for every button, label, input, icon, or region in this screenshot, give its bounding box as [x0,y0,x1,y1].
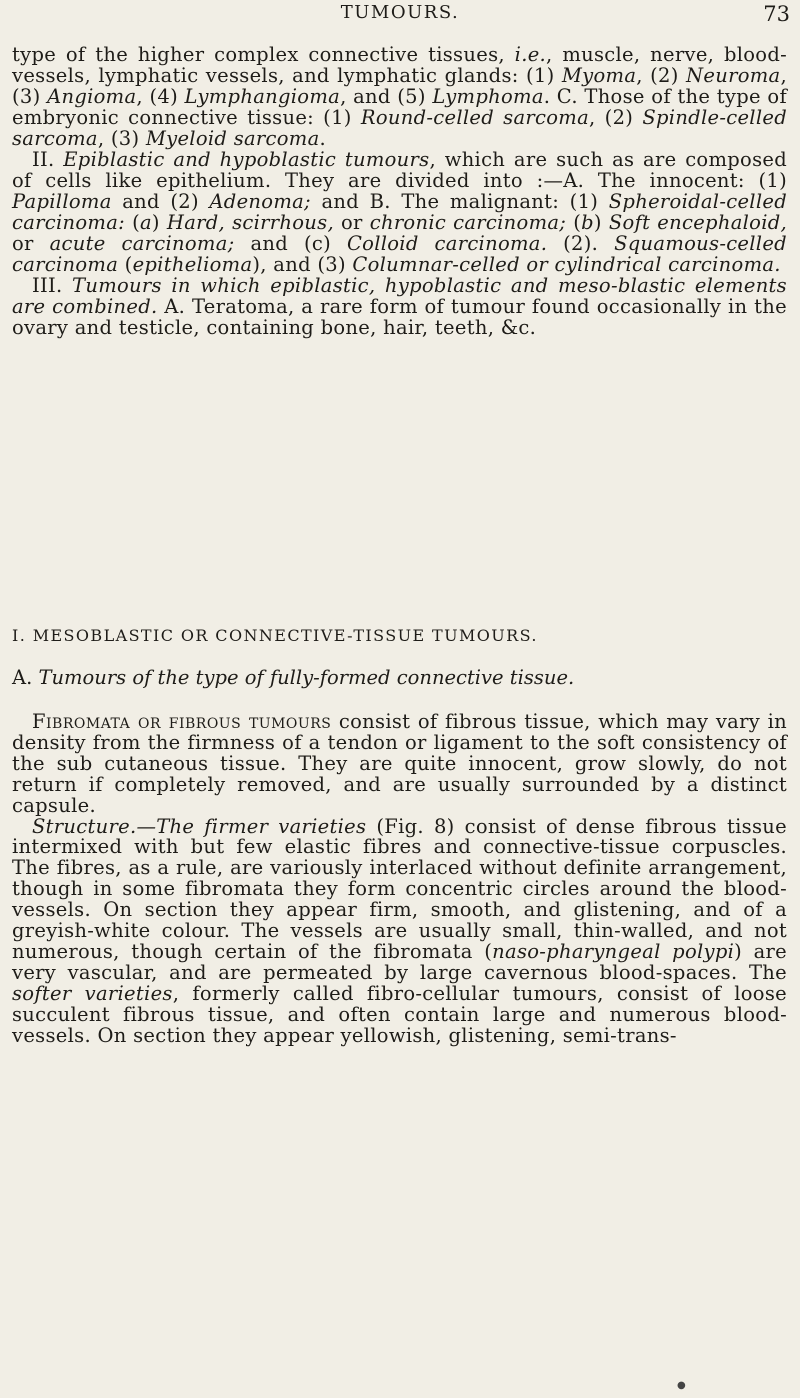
printer-mark: ● [677,1380,686,1391]
body-text-upper [12,44,787,338]
section-heading: I. MESOBLASTIC OR CONNECTIVE-TISSUE TUMOURS. [12,626,538,645]
running-head: TUMOURS. [340,2,460,23]
paragraph-combined-tumours: III. Tumours in which epiblastic, hypoblastic and meso-blastic elements are combined. A. Teratoma, a rare form of tumour found occasionally in the ovary and testicle, containing bone, hair, teeth, &c. [12,274,787,339]
body-text-lower [12,712,787,1047]
paragraph-structure: Structure.—The firmer varieties (Fig. 8) consist of dense fibrous tissue intermixed with but few elastic fibres and connective-tissue corpuscles. The fibres, as a rule, are variously interlaced without definite arrangement, though in some fibromata they form concentric circles around the blood-vessels. On section they appear firm, smooth, and glistening, and of a greyish-white colour. The vessels are usually small, thin-walled, and not numerous, though certain of the fibromata (naso-pharyngeal polypi) are very vascular, and are permeated by large cavernous blood-spaces. The softer varieties, formerly called fibro-cellular tumours, consist of loose succulent fibrous tissue, and often contain large and numerous blood-vessels. On section they appear yellowish, glistening, semi-trans- [12,814,788,1047]
paragraph-epiblastic: II. Epiblastic and hypoblastic tumours, which are such as are composed of cells like epithelium. They are divided into :—A. The innocent: (1) Papilloma and (2) Adenoma; and B. The malignant: (1) Spheroidal-celled carcinoma: (a) Hard, scirrhous, or chronic carcinoma; (b) Soft encephaloid, or acute carcinoma; and (c) Colloid carcinoma. (2). Squamous-celled carcinoma (epithelioma), and (3) Columnar-celled or cylindrical carcinoma. [12,148,788,276]
page-number: 73 [763,2,790,26]
paragraph-fibromata: Fibromata or fibrous tumours consist of fibrous tissue, which may vary in density from the firmness of a tendon or ligament to the soft consistency of the sub cutaneous tissue. They are quite innocent, grow slowly, do not return if completely removed, and are usually surrounded by a distinct capsule. [12,710,787,817]
page-header [0,2,800,32]
subsection-heading: A. Tumours of the type of fully-formed connective tissue. [12,666,575,689]
paragraph-classification-continued: type of the higher complex connective tissues, i.e., muscle, nerve, blood-vessels, lymphatic vessels, and lymphatic glands: (1) Myoma, (2) Neuroma, (3) Angioma, (4) Lymphangioma, and (5) Lymphoma. C. Those of the type of embryonic connective tissue: (1) Round-celled sarcoma, (2) Spindle-celled sarcoma, (3) Myeloid sarcoma. [12,43,788,150]
